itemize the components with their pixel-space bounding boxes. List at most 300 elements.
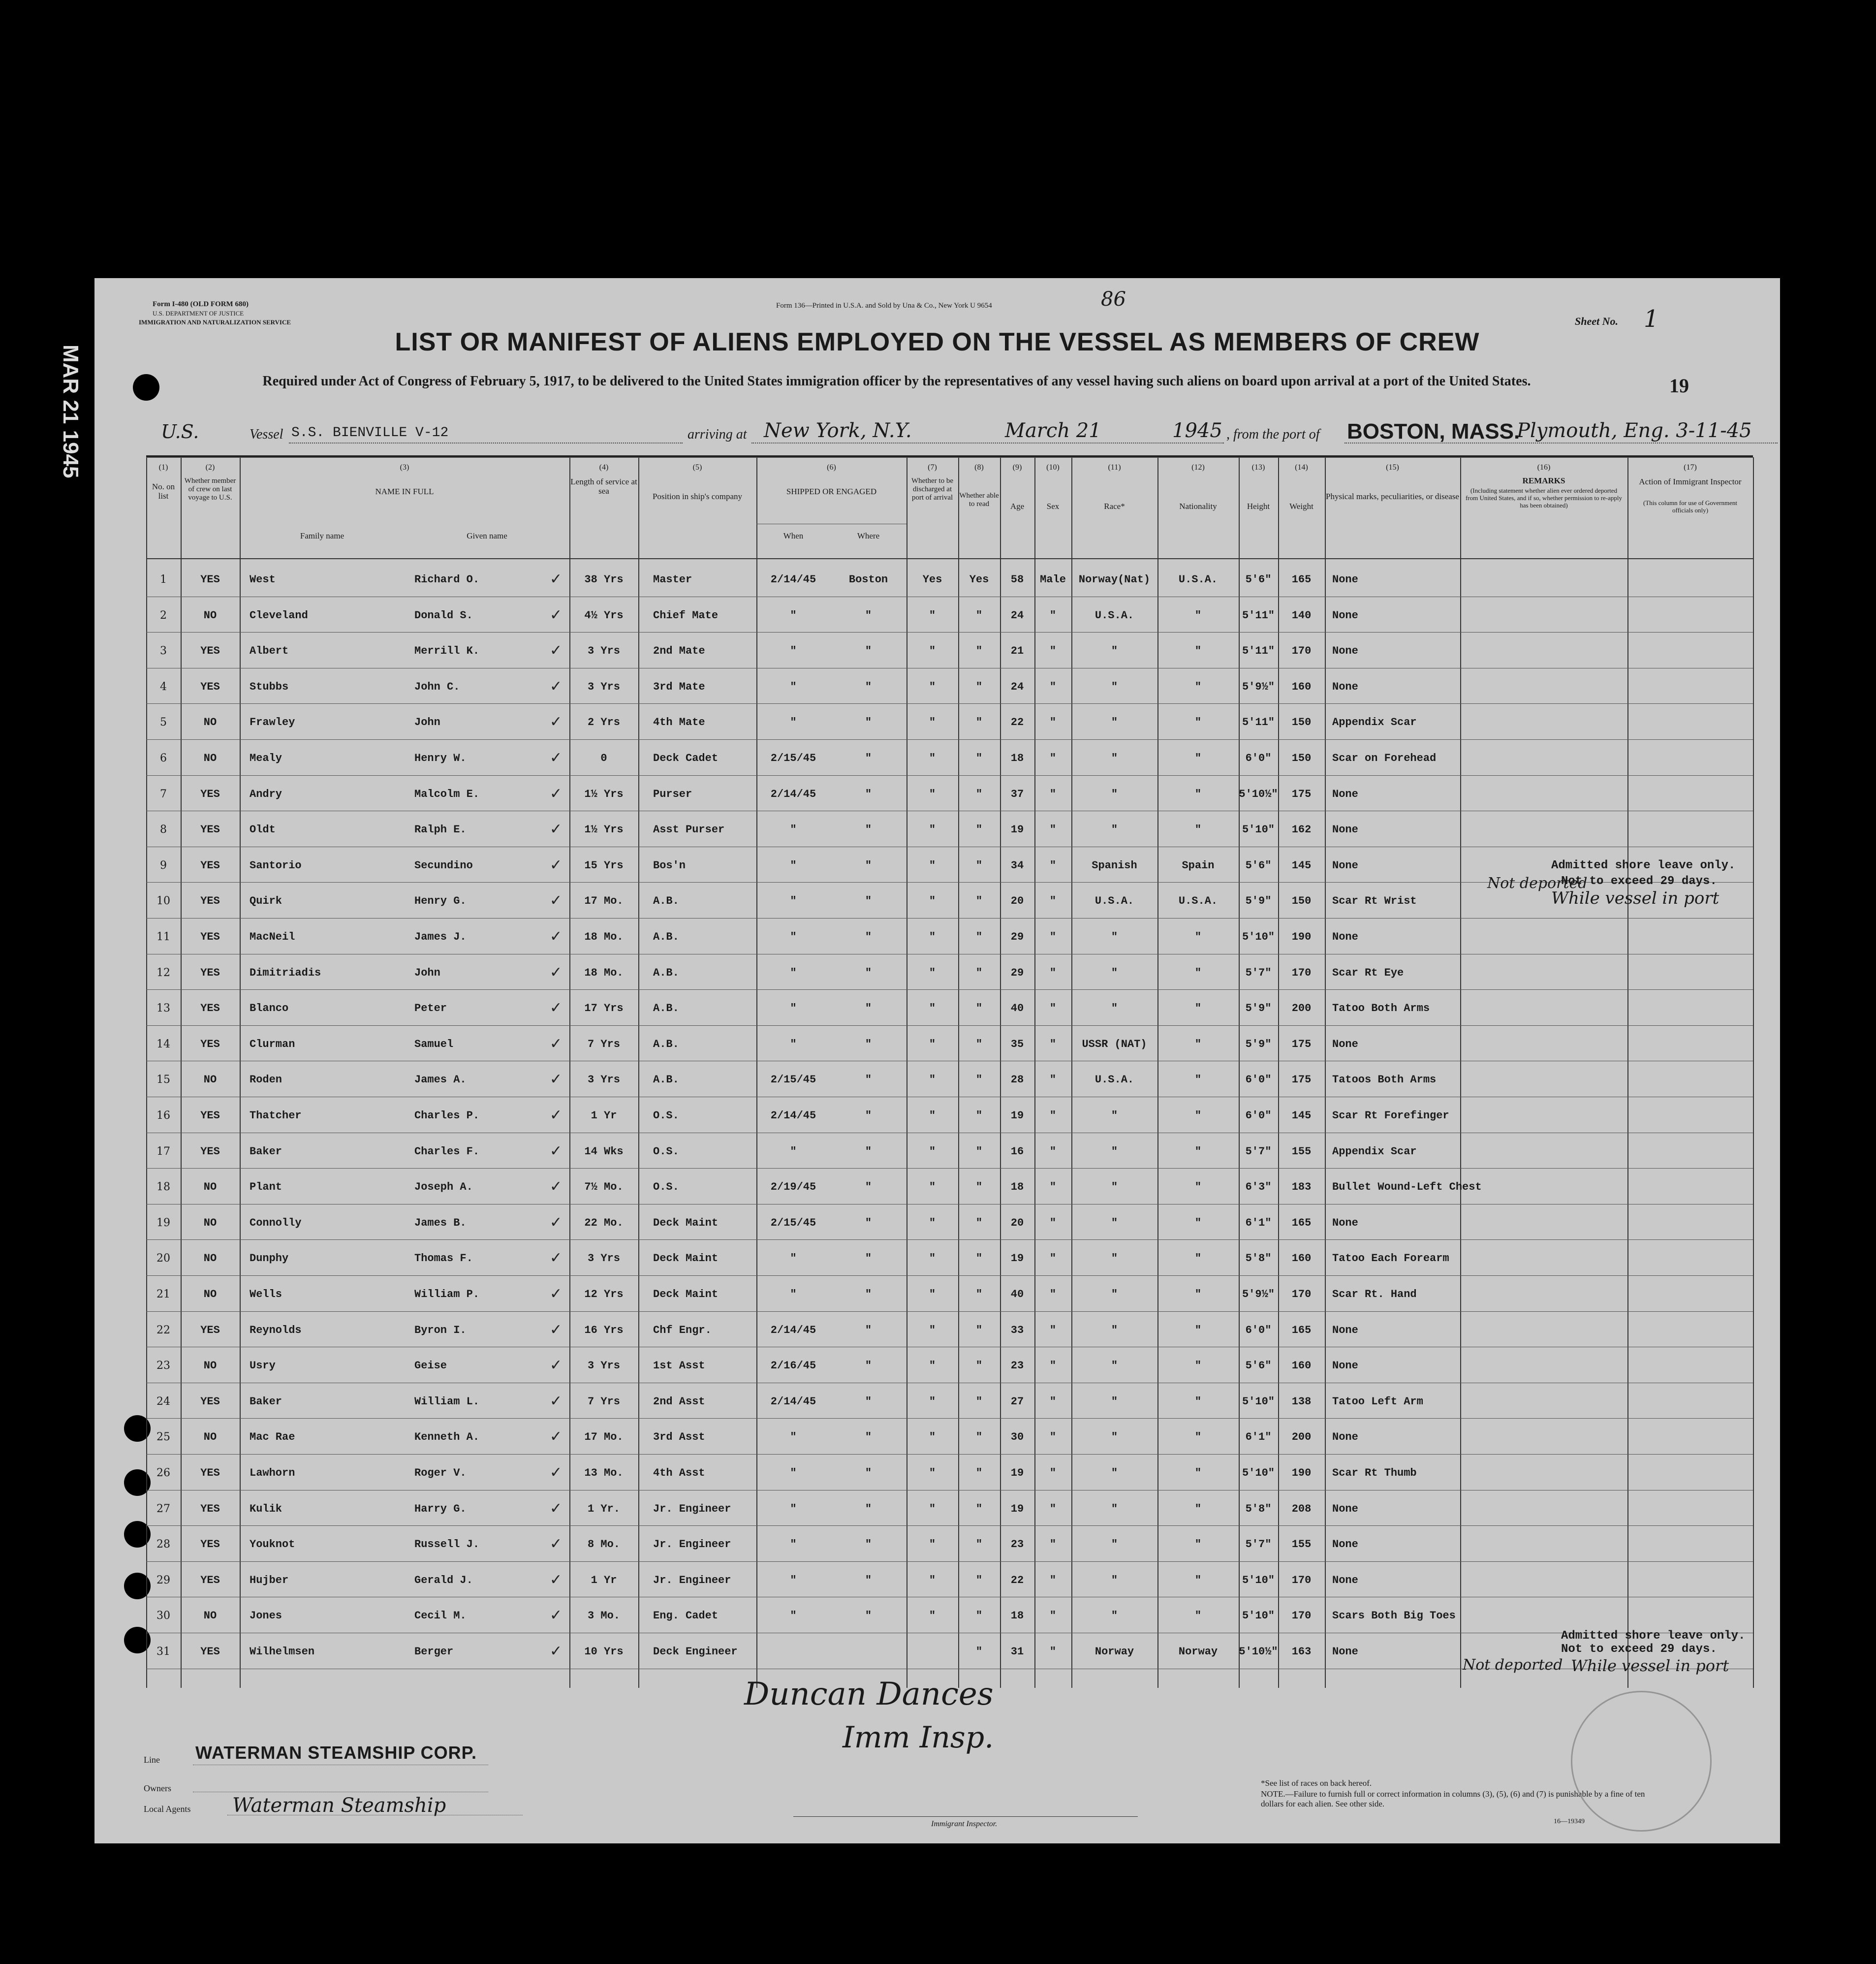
remark-row9-in-port: While vessel in port [1551,888,1720,908]
cell-family: Stubbs [250,680,289,693]
table-row [146,1454,1753,1489]
cell-weight: 175 [1291,1074,1312,1086]
cell-where: " [865,1502,872,1515]
table-row [146,1561,1753,1597]
cell-position: 1st Asst [653,1360,705,1372]
cell-race: U.S.A. [1094,609,1134,622]
table-row [146,954,1753,989]
cell-no: 13 [156,1002,170,1015]
cell-given: James J. [414,931,467,943]
cell-read: " [975,1574,983,1586]
check-mark-icon: ✓ [550,1035,563,1052]
cell-family: Dunphy [250,1252,289,1265]
document-id: 16—19349 [1554,1818,1585,1825]
cell-read: " [975,1467,983,1479]
cell-read: " [975,1145,983,1158]
cell-race: " [1111,931,1118,943]
cell-position: Jr. Engineer [653,1538,731,1551]
table-row [146,1168,1753,1204]
cell-position: Bos'n [653,859,686,872]
cell-height: 5'11" [1242,609,1275,622]
cell-where: " [865,609,872,622]
col-header-sex: Sex [1046,502,1060,511]
cell-prev: NO [203,1181,217,1194]
cell-weight: 170 [1291,1610,1312,1622]
cell-read: " [975,1360,983,1372]
cell-prev: YES [200,1502,220,1515]
cell-nationality: U.S.A. [1178,895,1218,908]
cell-nationality: " [1194,1395,1202,1408]
cell-position: A.B. [653,1038,679,1050]
cell-position: Deck Cadet [653,752,719,764]
check-mark-icon: ✓ [550,1500,563,1517]
cell-where: " [865,752,872,764]
cell-weight: 160 [1291,1252,1312,1265]
cell-service: 3 Yrs [587,1074,620,1086]
cell-race: " [1111,1181,1118,1194]
cell-weight: 175 [1291,1038,1312,1050]
cell-weight: 155 [1291,1145,1312,1158]
cell-family: Youknot [250,1538,295,1551]
cell-race: " [1111,966,1118,979]
cell-disch: " [929,1431,936,1444]
cell-nationality: " [1194,1324,1202,1336]
cell-marks: Appendix Scar [1332,716,1417,729]
cell-service: 12 Yrs [584,1288,624,1300]
cell-weight: 150 [1291,895,1312,908]
cell-height: 5'10" [1242,1574,1275,1586]
cell-age: 34 [1010,859,1024,872]
cell-age: 19 [1010,1109,1024,1122]
cell-read: " [975,859,983,872]
cell-height: 5'10½" [1239,788,1278,800]
cell-position: Deck Engineer [653,1646,738,1658]
cell-age: 28 [1010,1074,1024,1086]
cell-family: Roden [250,1074,282,1086]
cell-nationality: " [1194,645,1202,658]
cell-position: 3rd Mate [653,680,705,693]
cell-weight: 200 [1291,1431,1312,1444]
cell-where: " [865,1002,872,1015]
cell-sex: " [1049,1538,1057,1551]
cell-given: Donald S. [414,609,473,622]
cell-family: Jones [250,1610,282,1622]
cell-nationality: U.S.A. [1178,573,1218,586]
remark-row31-in-port: While vessel in port [1571,1656,1729,1675]
cell-weight: 163 [1291,1646,1312,1658]
cell-position: A.B. [653,1002,679,1015]
cell-height: 5'8" [1245,1502,1272,1515]
cell-marks: None [1332,1431,1358,1444]
cell-age: 18 [1010,752,1024,764]
cell-disch: " [929,1038,936,1050]
check-mark-icon: ✓ [550,1178,563,1195]
cell-prev: NO [203,1288,217,1300]
service-line: IMMIGRATION AND NATURALIZATION SERVICE [139,318,291,326]
cell-sex: " [1049,1360,1057,1372]
cell-nationality: " [1194,609,1202,622]
cell-age: 16 [1010,1145,1024,1158]
cell-given: William L. [414,1395,480,1408]
cell-marks: None [1332,1646,1358,1658]
cell-marks: Tatoo Both Arms [1332,1002,1430,1015]
cell-nationality: " [1194,1181,1202,1194]
cell-where: " [865,788,872,800]
cell-prev: NO [203,1216,217,1229]
cell-family: Mac Rae [250,1431,295,1444]
cell-family: Dimitriadis [250,966,321,979]
cell-disch: " [929,788,936,800]
cell-no: 12 [156,966,170,979]
cell-no: 2 [160,609,167,622]
cell-when: " [790,1502,797,1515]
cell-read: " [975,1038,983,1050]
cell-marks: None [1332,573,1358,586]
cell-race: " [1111,1574,1118,1586]
cell-nationality: " [1194,752,1202,764]
cell-family: Connolly [250,1216,302,1229]
cell-no: 18 [156,1181,170,1194]
cell-service: 1½ Yrs [584,788,624,800]
cell-given: Merrill K. [414,645,480,658]
cell-age: 18 [1010,1181,1024,1194]
cell-read: " [975,645,983,658]
cell-read: " [975,1181,983,1194]
cell-weight: 170 [1291,645,1312,658]
cell-when: " [790,1574,797,1586]
cell-read: " [975,1431,983,1444]
cell-sex: " [1049,1109,1057,1122]
cell-race: " [1111,788,1118,800]
cell-service: 17 Mo. [584,895,624,908]
cell-family: Blanco [250,1002,289,1015]
cell-service: 0 [600,752,607,764]
cell-age: 35 [1010,1038,1024,1050]
cell-position: Chf Engr. [653,1324,712,1336]
cell-family: Thatcher [250,1109,302,1122]
cell-marks: Scars Both Big Toes [1332,1610,1456,1622]
cell-sex: " [1049,1002,1057,1015]
cell-height: 5'6" [1245,1360,1272,1372]
cell-no: 16 [156,1109,170,1122]
cell-race: " [1111,1431,1118,1444]
cell-age: 19 [1010,1252,1024,1265]
cell-marks: None [1332,680,1358,693]
cell-sex: " [1049,609,1057,622]
cell-height: 6'3" [1245,1181,1272,1194]
inspector-label: Immigrant Inspector. [931,1820,998,1828]
cell-disch: " [929,1360,936,1372]
cell-where: " [865,931,872,943]
cell-race: U.S.A. [1094,895,1134,908]
cell-where: " [865,1395,872,1408]
cell-disch: " [929,966,936,979]
table-row [146,1383,1753,1418]
cell-given: Kenneth A. [414,1431,480,1444]
sheet-number: 1 [1644,305,1659,333]
cell-where: " [865,1109,872,1122]
cell-sex: " [1049,1074,1057,1086]
cell-height: 5'10" [1242,931,1275,943]
cell-when: 2/16/45 [770,1360,816,1372]
col-header-family: Family name [300,531,344,540]
col-header-given: Given name [467,531,507,540]
cell-read: " [975,1074,983,1086]
cell-marks: None [1332,1360,1358,1372]
cell-age: 33 [1010,1324,1024,1336]
cell-position: Master [653,573,692,586]
cell-prev: YES [200,824,220,836]
cell-weight: 200 [1291,1002,1312,1015]
failure-note: NOTE.—Failure to furnish full or correct information in columns (3), (5), (6) and (7) is punishable by a fine of ten dollars for each alien. See other side. [1261,1789,1645,1808]
cell-read: " [975,1002,983,1015]
cell-sex: " [1049,645,1057,658]
cell-service: 18 Mo. [584,966,624,979]
cell-race: " [1111,1610,1118,1622]
cell-no: 19 [156,1216,170,1229]
cell-weight: 160 [1291,1360,1312,1372]
cell-weight: 162 [1291,824,1312,836]
cell-sex: Male [1040,573,1066,586]
col-num-14: (14) [1295,463,1308,472]
cell-where: " [865,1324,872,1336]
cell-marks: Scar Rt Thumb [1332,1467,1417,1479]
cell-family: Santorio [250,859,302,872]
cell-marks: None [1332,859,1358,872]
cell-marks: None [1332,609,1358,622]
cell-given: Cecil M. [414,1610,467,1622]
cell-age: 21 [1010,645,1024,658]
cell-marks: Appendix Scar [1332,1145,1417,1158]
agents-label: Local Agents [144,1804,191,1814]
cell-given: Peter [414,1002,447,1015]
cell-position: A.B. [653,931,679,943]
cell-where: " [865,966,872,979]
cell-where: " [865,1288,872,1300]
cell-weight: 150 [1291,716,1312,729]
cell-weight: 155 [1291,1538,1312,1551]
cell-read: " [975,1646,983,1658]
cell-prev: NO [203,716,217,729]
cell-prev: YES [200,1646,220,1658]
cell-family: Baker [250,1145,282,1158]
cell-given: Joseph A. [414,1181,473,1194]
cell-nationality: " [1194,788,1202,800]
cell-position: O.S. [653,1181,679,1194]
cell-height: 6'1" [1245,1431,1272,1444]
cell-given: Samuel [414,1038,454,1050]
check-mark-icon: ✓ [550,1393,563,1409]
cell-family: Albert [250,645,289,658]
cell-when: " [790,609,797,622]
cell-family: Baker [250,1395,282,1408]
cell-family: Mealy [250,752,282,764]
cell-race: Norway [1094,1646,1134,1658]
cell-service: 1½ Yrs [584,824,624,836]
cell-position: Eng. Cadet [653,1610,719,1622]
cell-prev: NO [203,1360,217,1372]
check-mark-icon: ✓ [550,1000,563,1016]
cell-height: 6'0" [1245,1324,1272,1336]
cell-service: 10 Yrs [584,1646,624,1658]
cell-service: 3 Yrs [587,1360,620,1372]
table-row [146,1418,1753,1454]
table-row [146,811,1753,846]
cell-age: 22 [1010,716,1024,729]
table-row [146,632,1753,667]
cell-prev: NO [203,1431,217,1444]
cell-age: 23 [1010,1538,1024,1551]
cell-service: 15 Yrs [584,859,624,872]
cell-marks: None [1332,1502,1358,1515]
cell-family: Andry [250,788,282,800]
cell-where: Boston [848,573,888,586]
cell-given: Thomas F. [414,1252,473,1265]
cell-marks: Scar Rt Eye [1332,966,1404,979]
cell-given: Charles P. [414,1109,480,1122]
side-date-stamp: MAR 21 1945 [59,345,83,478]
cell-given: Charles F. [414,1145,480,1158]
col-header-age: Age [1010,502,1025,511]
cell-nationality: " [1194,1431,1202,1444]
check-mark-icon: ✓ [550,678,563,695]
from-port-label: , from the port of [1226,427,1320,442]
cell-race: " [1111,1324,1118,1336]
cell-nationality: " [1194,1145,1202,1158]
cell-prev: NO [203,1074,217,1086]
cell-where: " [865,1538,872,1551]
cell-age: 18 [1010,1610,1024,1622]
cell-service: 14 Wks [584,1145,624,1158]
cell-height: 5'7" [1245,1145,1272,1158]
cell-no: 9 [160,859,167,872]
line-stamp: WATERMAN STEAMSHIP CORP. [195,1742,477,1763]
cell-no: 3 [160,645,167,658]
owners-label: Owners [144,1783,171,1793]
table-row [146,1597,1753,1632]
cell-where: " [865,1360,872,1372]
table-row [146,1204,1753,1239]
cell-age: 29 [1010,931,1024,943]
cell-race: " [1111,1288,1118,1300]
cell-race: " [1111,1538,1118,1551]
cell-service: 3 Mo. [587,1610,620,1622]
vessel-line [94,417,1780,446]
cell-read: " [975,1395,983,1408]
cell-disch: " [929,1074,936,1086]
cell-read: " [975,680,983,693]
page-subtitle: Required under Act of Congress of February 5, 1917, to be delivered to the United States immigration officer by the representatives of any vessel having such aliens on board upon arrival at a port of the United States. [262,374,1531,389]
cell-position: 2nd Mate [653,645,705,658]
cell-weight: 175 [1291,788,1312,800]
cell-age: 40 [1010,1288,1024,1300]
cell-disch: " [929,680,936,693]
check-mark-icon: ✓ [550,1428,563,1445]
cell-when: " [790,966,797,979]
cell-given: William P. [414,1288,480,1300]
check-mark-icon: ✓ [550,1250,563,1267]
cell-race: " [1111,824,1118,836]
cell-no: 22 [156,1324,170,1336]
check-mark-icon: ✓ [550,714,563,730]
cell-disch: " [929,1288,936,1300]
cell-disch: Yes [922,573,942,586]
cell-nationality: " [1194,1074,1202,1086]
cell-sex: " [1049,680,1057,693]
cell-where: " [865,824,872,836]
cell-height: 6'0" [1245,1109,1272,1122]
cell-service: 16 Yrs [584,1324,624,1336]
cell-nationality: " [1194,966,1202,979]
cell-disch: " [929,859,936,872]
table-row [146,561,1753,596]
cell-height: 5'9" [1245,1002,1272,1015]
cell-family: Usry [250,1360,276,1372]
cell-weight: 165 [1291,1324,1312,1336]
cell-disch: " [929,1145,936,1158]
cell-disch: " [929,931,936,943]
col-num-6: (6) [827,463,836,472]
cell-service: 8 Mo. [587,1538,620,1551]
cell-given: Geise [414,1360,447,1372]
cell-disch: " [929,1109,936,1122]
cell-no: 11 [156,931,170,943]
col-header-action: Action of Immigrant Inspector [1639,477,1742,486]
cell-read: Yes [969,573,989,586]
cell-when: 2/15/45 [770,1216,816,1229]
cell-service: 3 Yrs [587,680,620,693]
cell-weight: 160 [1291,680,1312,693]
cell-sex: " [1049,1145,1057,1158]
cell-where: " [865,716,872,729]
cell-height: 5'9½" [1242,680,1275,693]
cell-when: " [790,1538,797,1551]
cell-when: " [790,1467,797,1479]
remark-row9-not-deported: Not deported [1487,875,1588,892]
cell-disch: " [929,1324,936,1336]
col-header-remarks: REMARKS [1522,476,1565,485]
cell-marks: None [1332,788,1358,800]
cell-age: 19 [1010,824,1024,836]
cell-race: " [1111,1252,1118,1265]
remark-row31-days: Not to exceed 29 days. [1561,1643,1717,1656]
cell-read: " [975,1538,983,1551]
cell-race: " [1111,1145,1118,1158]
cell-family: Hujber [250,1574,289,1586]
cell-weight: 170 [1291,1574,1312,1586]
cell-prev: YES [200,931,220,943]
cell-race: " [1111,752,1118,764]
table-row [146,989,1753,1025]
table-row [146,1525,1753,1561]
cell-read: " [975,1324,983,1336]
cell-marks: Scar Rt. Hand [1332,1288,1417,1300]
embossed-seal [1571,1691,1712,1832]
cell-weight: 165 [1291,1216,1312,1229]
cell-race: " [1111,1109,1118,1122]
check-mark-icon: ✓ [550,1536,563,1552]
col-header-race: Race* [1104,502,1125,511]
cell-nationality: " [1194,1109,1202,1122]
cell-service: 7½ Mo. [584,1181,624,1194]
cell-sex: " [1049,895,1057,908]
col-header-no: No. on list [152,482,175,501]
cell-race: " [1111,1360,1118,1372]
cell-where: " [865,1252,872,1265]
cell-service: 3 Yrs [587,1252,620,1265]
col-header-weight: Weight [1289,502,1313,511]
col-num-4: (4) [599,463,609,472]
